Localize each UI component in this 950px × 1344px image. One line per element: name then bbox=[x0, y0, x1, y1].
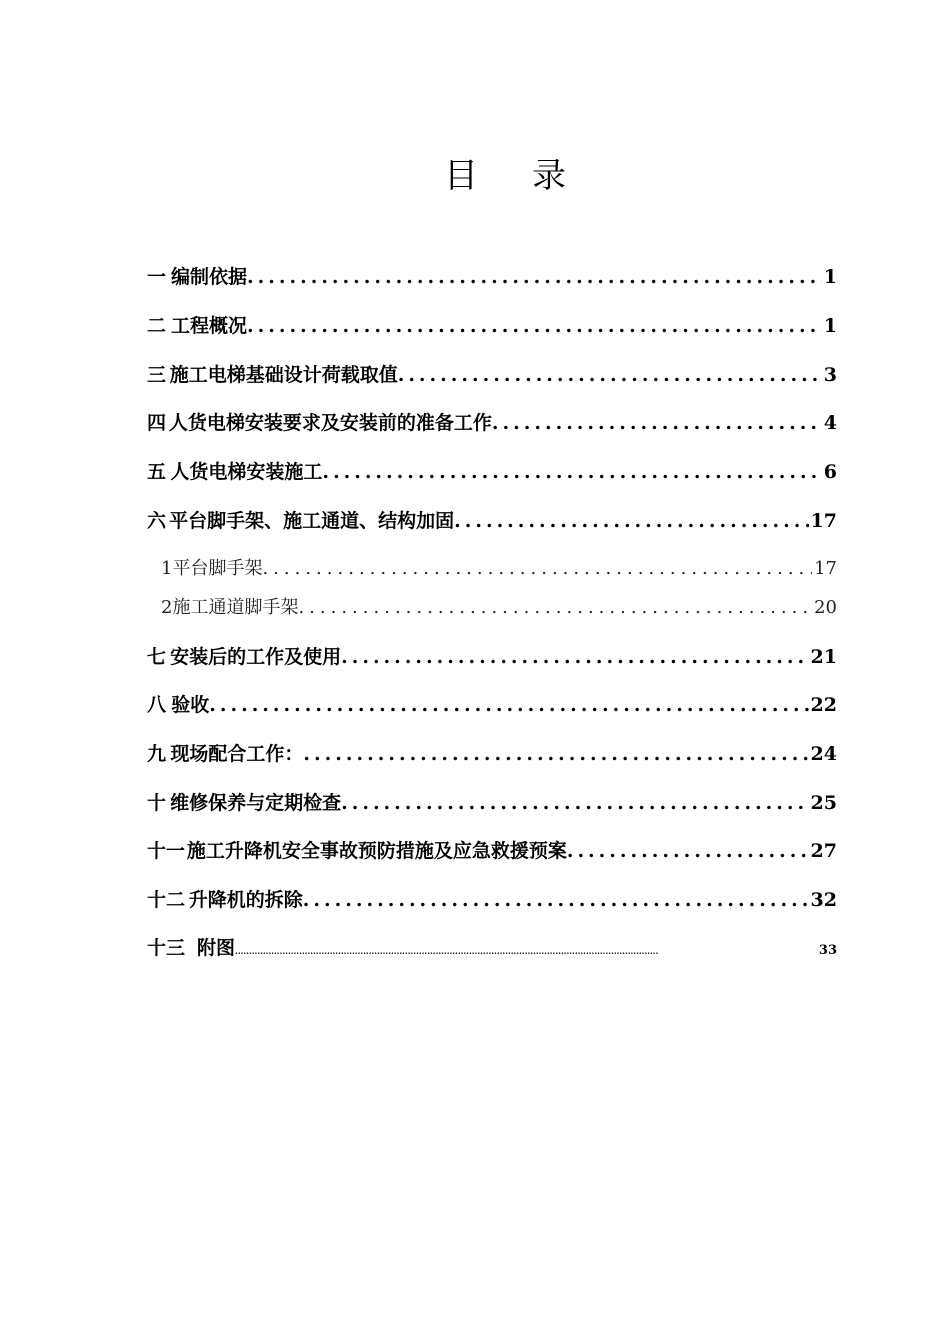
toc-entry[interactable] bbox=[147, 311, 837, 338]
toc-entry-number: 一 bbox=[147, 266, 167, 288]
toc-leader-dots bbox=[322, 461, 821, 483]
toc-entry-label: 安装后的工作及使用 bbox=[170, 646, 342, 668]
toc-entry-page: 1 bbox=[823, 315, 837, 337]
toc-leader-dots bbox=[303, 889, 809, 911]
toc-entry-label: 附图 bbox=[197, 937, 236, 959]
toc-entry-page: 3 bbox=[823, 364, 837, 386]
toc-entry-page: 1 bbox=[823, 266, 837, 288]
toc-entry-page: 33 bbox=[818, 943, 837, 958]
toc-leader-dots bbox=[247, 266, 822, 288]
toc-leader-dots bbox=[398, 364, 822, 386]
toc-leader-dots bbox=[235, 946, 817, 956]
toc-entry-label: 施工电梯基础设计荷载取值 bbox=[169, 364, 398, 386]
toc-entry-label: 平台脚手架、施工通道、结构加固 bbox=[169, 510, 455, 532]
toc-entry[interactable] bbox=[147, 506, 837, 533]
toc-entry-number: 十 bbox=[147, 792, 167, 814]
toc-entry-number: 五 bbox=[147, 461, 167, 483]
toc-entry-page: 17 bbox=[810, 510, 837, 532]
toc-entry-number: 十二 bbox=[147, 889, 186, 911]
toc-entry-number: 三 bbox=[147, 364, 167, 386]
toc-entry-label: 平台脚手架 bbox=[172, 558, 263, 579]
toc-entry-label: 施工升降机安全事故预防措施及应急救援预案 bbox=[186, 840, 567, 862]
toc-entry-page: 6 bbox=[823, 461, 837, 483]
toc-entry-page: 27 bbox=[810, 840, 837, 862]
toc-entry-number: 十一 bbox=[147, 840, 186, 862]
toc-entry-number: 八 bbox=[147, 694, 167, 716]
toc-entry-label: 升降机的拆除 bbox=[188, 889, 303, 911]
toc-leader-dots bbox=[567, 840, 809, 862]
toc-entry-page: 4 bbox=[823, 412, 837, 434]
toc-entry[interactable] bbox=[147, 408, 837, 435]
toc-leader-dots bbox=[454, 510, 808, 532]
toc-leader-dots bbox=[209, 694, 808, 716]
toc-entry-page: 25 bbox=[810, 792, 837, 814]
toc-entry[interactable] bbox=[147, 262, 837, 289]
toc-leader-dots bbox=[262, 558, 812, 579]
toc-entry-number: 四 bbox=[147, 412, 167, 434]
toc-subentry[interactable] bbox=[161, 554, 837, 580]
toc-entry-label: 验收 bbox=[171, 694, 210, 716]
toc-entry-page: 17 bbox=[814, 558, 837, 579]
toc-entry[interactable] bbox=[147, 457, 837, 484]
toc-leader-dots bbox=[492, 412, 822, 434]
toc-subentry[interactable] bbox=[161, 593, 837, 619]
toc-entry[interactable] bbox=[147, 836, 837, 863]
toc-entry-page: 32 bbox=[810, 889, 837, 911]
toc-leader-dots bbox=[298, 597, 812, 618]
toc-leader-dots bbox=[303, 743, 808, 765]
toc-entry[interactable] bbox=[147, 788, 837, 815]
toc-entry-number: 六 bbox=[147, 510, 167, 532]
toc-entry-label: 人货电梯安装施工 bbox=[170, 461, 323, 483]
toc-entry-label: 现场配合工作： bbox=[170, 743, 304, 765]
title-char-1: 目 bbox=[444, 156, 478, 196]
toc-entry-number: 二 bbox=[147, 315, 167, 337]
toc-leader-dots bbox=[341, 792, 808, 814]
toc-entry-number: 2 bbox=[161, 597, 173, 618]
title-char-2: 录 bbox=[532, 156, 566, 196]
toc-entry[interactable] bbox=[147, 690, 837, 717]
toc-entry[interactable] bbox=[147, 885, 837, 912]
toc-entry[interactable] bbox=[147, 360, 837, 387]
page-title bbox=[0, 148, 950, 197]
toc-entry-label: 维修保养与定期检查 bbox=[170, 792, 342, 814]
toc-entry-page: 24 bbox=[810, 743, 837, 765]
toc-entry-label: 工程概况 bbox=[171, 315, 248, 337]
toc-entry-page: 21 bbox=[810, 646, 837, 668]
toc-entry-number: 1 bbox=[161, 558, 173, 579]
toc-entry-number: 七 bbox=[147, 646, 167, 668]
toc-entry-number: 九 bbox=[147, 743, 167, 765]
toc-entry[interactable] bbox=[147, 933, 837, 960]
toc-entry-number: 十三 bbox=[147, 937, 186, 959]
toc-leader-dots bbox=[341, 646, 808, 668]
toc-entry-page: 20 bbox=[814, 597, 837, 618]
toc-entry-label: 编制依据 bbox=[171, 266, 248, 288]
toc-entry[interactable] bbox=[147, 739, 837, 766]
toc-leader-dots bbox=[247, 315, 822, 337]
toc-entry-label: 人货电梯安装要求及安装前的准备工作 bbox=[168, 412, 492, 434]
toc-entry-label: 施工通道脚手架 bbox=[172, 597, 299, 618]
toc-entry-page: 22 bbox=[810, 694, 837, 716]
toc-entry[interactable] bbox=[147, 642, 837, 669]
